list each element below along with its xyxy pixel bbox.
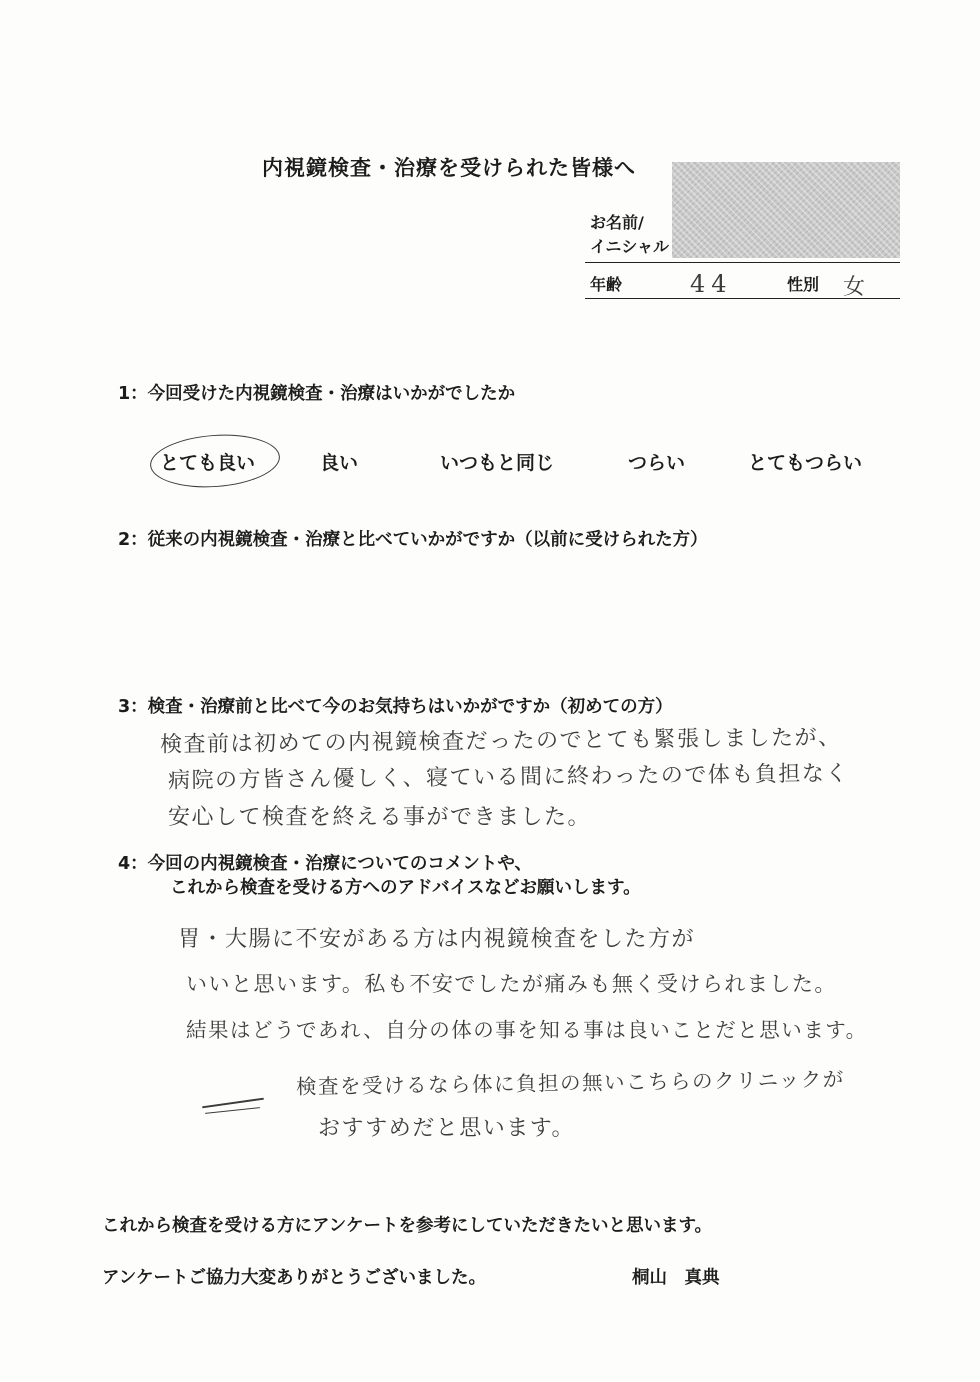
question-4-line2: これから検査を受ける方へのアドバイスなどお願いします。 (170, 878, 641, 898)
question-3: 3：検査・治療前と比べて今のお気持ちはいかがですか（初めての方） (118, 697, 673, 717)
question-4-line1: 4：今回の内視鏡検査・治療についてのコメントや、 (118, 854, 532, 874)
footer-thanks: アンケートご協力大変ありがとうございました。 (102, 1268, 486, 1288)
name-label: お名前/ (590, 213, 644, 232)
option-very-good[interactable]: とても良い (160, 452, 256, 474)
option-good[interactable]: 良い (320, 452, 359, 474)
option-hard[interactable]: つらい (628, 452, 686, 474)
age-value: 44 (690, 270, 733, 298)
question-1: 1：今回受けた内視鏡検査・治療はいかがでしたか (118, 384, 516, 404)
form-title: 内視鏡検査・治療を受けられた皆様へ (262, 156, 636, 180)
q4-answer-line: 胃・大腸に不安がある方は内視鏡検査をした方が (178, 927, 696, 952)
q3-answer-line: 検査前は初めての内視鏡検査だったのでとても緊張しましたが、 (159, 725, 842, 758)
scribble-strikeout (205, 1107, 260, 1114)
q4-answer-line: いいと思います。私も不安でしたが痛みも無く受けられました。 (186, 972, 837, 996)
age-label: 年齢 (590, 275, 623, 294)
q3-answer-line: 安心して検査を終える事ができました。 (168, 805, 592, 830)
name-underline (585, 262, 900, 263)
signature: 桐山 真典 (632, 1268, 720, 1288)
redacted-name-area (672, 162, 900, 258)
question-2: 2：従来の内視鏡検査・治療と比べていかがですか（以前に受けられた方） (118, 530, 708, 550)
q4-answer-line: 検査を受けるなら体に負担の無いこちらのクリニックが (295, 1067, 845, 1099)
age-sex-underline (585, 298, 900, 299)
sex-value: 女 (843, 275, 866, 300)
q4-answer-line: 結果はどうであれ、自分の体の事を知る事は良いことだと思います。 (186, 1018, 868, 1042)
q3-answer-line: 病院の方皆さん優しく、寝ている間に終わったので体も負担なく (167, 761, 849, 794)
option-very-hard[interactable]: とてもつらい (748, 452, 863, 474)
footer-message: これから検査を受ける方にアンケートを参考にしていただきたいと思います。 (102, 1216, 713, 1236)
initials-label: イニシャル (590, 237, 670, 256)
sex-label: 性別 (787, 275, 820, 294)
option-same[interactable]: いつもと同じ (440, 452, 555, 474)
q4-answer-line: おすすめだと思います。 (318, 1116, 575, 1141)
